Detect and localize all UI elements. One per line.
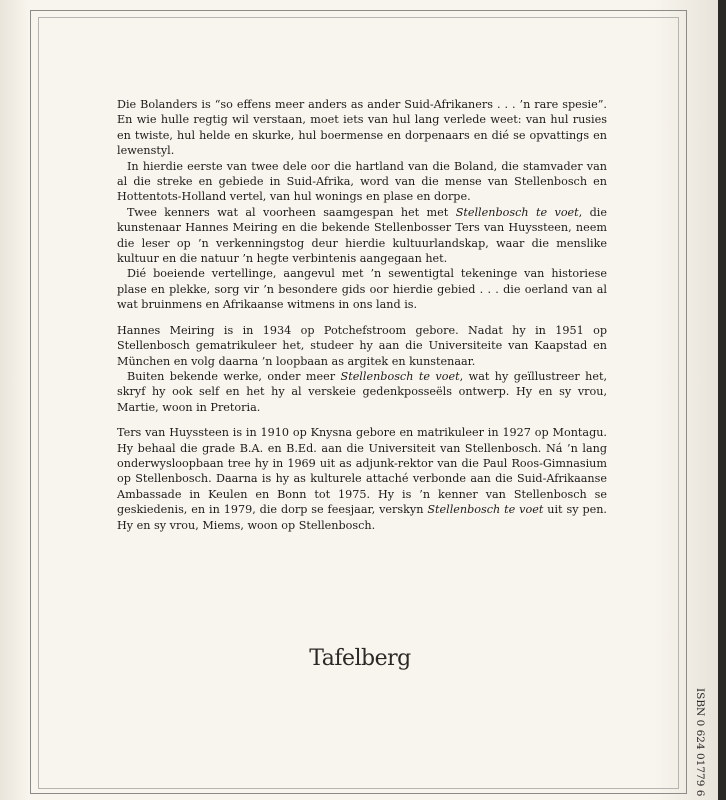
blurb-paragraph-3-end: , die kunstenaar Hannes Meiring en die bekende Stellenbosser Ters van Huyssteen, neem die leser op ’n verkenningstog deur hierdie kultuurlandskap, waar die menslike kultuur en die natuur ’n hegte verbintenis aangegaan het. [117, 205, 607, 266]
blurb-paragraph-3-start: Twee kenners wat al voorheen saamgespan het met [127, 205, 456, 219]
back-cover-text [117, 97, 607, 533]
author-meiring-paragraph-2-start: Buiten bekende werke, onder meer [127, 369, 341, 383]
author-meiring-paragraph-1: Hannes Meiring is in 1934 op Potchefstroom gebore. Nadat hy in 1951 op Stellenbosch gematrikuleer het, studeer hy aan die Universiteite van Kaapstad en München en volg daarna ’n loopbaan as argitek en kunstenaar. [117, 323, 607, 368]
author-meiring-paragraph-2 [117, 369, 607, 415]
blurb-paragraph-3 [117, 205, 607, 267]
author-meiring-paragraph-2-end: , wat hy geïllustreer het, skryf hy ook self en het hy al verskeie gedenkposseëls ontwerp. Hy en sy vrou, Martie, woon in Pretoria. [117, 369, 608, 414]
publisher-logo: Tafelberg [309, 646, 411, 671]
blurb-paragraph-4: Dié boeiende vertellinge, aangevul met ’n sewentigtal tekeninge van historiese plase en plekke, sorg vir ’n besondere gids oor hierdie gebied . . . die oerland van al wat bruinmens en Afrikaanse witmens in ons land is. [117, 267, 607, 312]
author-van-huyssteen-start: Ters van Huyssteen is in 1910 op Knysna gebore en matrikuleer in 1927 op Montagu. Hy behaal die grade B.A. en B.Ed. aan die Universiteit van Stellenbosch. Ná ’n lang onderwysloopbaan tree hy in 1969 uit as adjunk-rektor van die Paul Roos-Gimnasium op Stellenbosch. Daarna is hy as kulturele attaché verbonde aan die Suid-Afrikaanse Ambassade in Keulen en Bonn tot 1975. Hy is ’n kenner van Stellenbosch se geskiedenis, en in 1979, die dorp se feesjaar, verskyn [117, 426, 607, 517]
book-title-reference: Stellenbosch te voet [427, 503, 544, 517]
isbn-number: ISBN 0 624 01779 6 [694, 688, 706, 797]
cover-edge-shadow [718, 0, 726, 800]
blurb-paragraph-2: In hierdie eerste van twee dele oor die hartland van die Boland, die stamvader van al die streke en gebiede in Suid-Afrika, word van die mense van Stellenbosch en Hottentots-Holland vertel, van hul wonings en plase en dorpe. [117, 159, 607, 204]
blurb-paragraph-1: Die Bolanders is “so effens meer anders as ander Suid-Afrikaners . . . ’n rare spesie”. En wie hulle regtig wil verstaan, moet iets van hul lang verlede weet: van hul rusies en twiste, hul helde en skurke, hul boermense en dorpenaars en dié se opvattings en lewenstyl. [117, 98, 607, 158]
author-van-huyssteen-paragraph [117, 425, 607, 533]
book-title-reference: Stellenbosch te voet [340, 369, 460, 383]
book-title-reference: Stellenbosch te voet [455, 205, 579, 219]
author-van-huyssteen-end: uit sy pen. Hy en sy vrou, Miems, woon op Stellenbosch. [117, 503, 607, 532]
